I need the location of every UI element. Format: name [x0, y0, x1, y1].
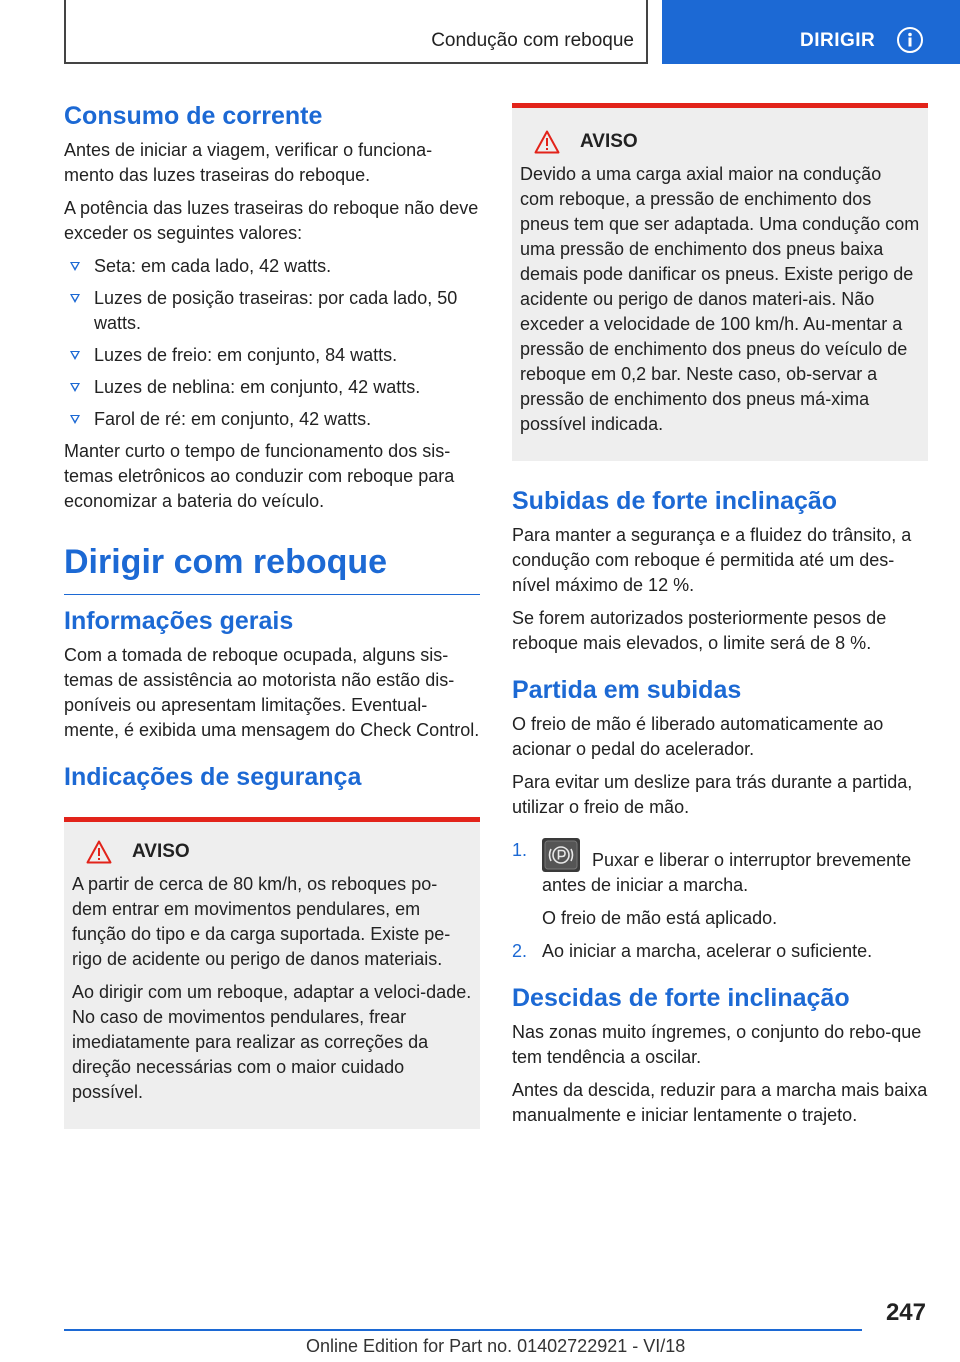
- header-chapter-box: [64, 0, 648, 64]
- warning-triangle-icon: [534, 130, 560, 154]
- warning-label: AVISO: [580, 131, 638, 152]
- chapter-title: Condução com reboque: [431, 30, 634, 51]
- subidas-paragraph-1: Para manter a segurança e a fluidez do trânsito, a condução com reboque é permitida até um des-nível máximo de 12 %.: [512, 525, 912, 595]
- warning-label: AVISO: [132, 841, 190, 862]
- list-item: Luzes de neblina: em conjunto, 42 watts.: [64, 375, 480, 400]
- parking-brake-switch-icon: [542, 838, 580, 872]
- descidas-paragraph-2: Antes da descida, reduzir para a marcha mais baixa manualmente e iniciar lentamente o trajeto.: [512, 1080, 928, 1125]
- page-number: 247: [885, 1299, 926, 1326]
- heading-seguranca: Indicações de segurança: [64, 763, 362, 791]
- heading-descidas: Descidas de forte inclinação: [512, 984, 850, 1012]
- list-item: Farol de ré: em conjunto, 42 watts.: [64, 407, 480, 432]
- step-text: Puxar e liberar o interruptor brevemente antes de iniciar a marcha.: [542, 850, 912, 895]
- warning-box-right: [512, 103, 928, 461]
- consumo-paragraph-2: A potência das luzes traseiras do reboque não deve exceder os seguintes valores:: [64, 198, 479, 243]
- partida-paragraph-1: O freio de mão é liberado automaticamente ao acionar o pedal do acelerador.: [512, 714, 884, 759]
- edition-info: Online Edition for Part no. 01402722921 - VI/18: [306, 1336, 686, 1356]
- heading-partida: Partida em subidas: [512, 676, 742, 704]
- list-item: Seta: em cada lado, 42 watts.: [64, 254, 480, 279]
- triangle-bullet-icon: [70, 294, 80, 303]
- header-section-tab[interactable]: [662, 0, 960, 64]
- informacoes-paragraph: Com a tomada de reboque ocupada, alguns sis-temas de assistência ao motorista não estão dis-poníveis ou apresentam limitações. Eventual-mente, é exibida uma mensagem do Check Control.: [64, 645, 480, 740]
- triangle-bullet-icon: [70, 383, 80, 392]
- warning-triangle-icon: [86, 840, 112, 864]
- step-item: [512, 838, 928, 931]
- step-result: O freio de mão está aplicado.: [542, 908, 778, 928]
- triangle-bullet-icon: [70, 415, 80, 424]
- lamp-power-list: [64, 254, 480, 432]
- partida-paragraph-2: Para evitar um deslize para trás durante a partida, utilizar o freio de mão.: [512, 772, 913, 817]
- step-item: [512, 939, 928, 964]
- warning-box-left: [64, 817, 480, 1129]
- consumo-paragraph-3: Manter curto o tempo de funcionamento dos sis-temas eletrônicos ao conduzir com reboque para economizar a bateria do veículo.: [64, 441, 455, 511]
- info-circle-icon[interactable]: [896, 26, 924, 54]
- step-text: Ao iniciar a marcha, acelerar o suficiente.: [542, 941, 873, 961]
- list-item: Luzes de posição traseiras: por cada lado, 50 watts.: [64, 286, 480, 336]
- consumo-paragraph-1: Antes de iniciar a viagem, verificar o funciona-mento das luzes traseiras do reboque.: [64, 140, 433, 185]
- step-number: 2.: [512, 941, 528, 961]
- warning-paragraph-2: Ao dirigir com um reboque, adaptar a veloci-dade. No caso de movimentos pendulares, frear imediatamente para realizar as correções da direção necessárias com o maior cuidado possível.: [72, 982, 472, 1102]
- section-label: DIRIGIR: [800, 30, 876, 51]
- left-column: [64, 100, 480, 1129]
- warning-paragraph-1: A partir de cerca de 80 km/h, os reboques po-dem entrar em movimentos pendulares, em função do tipo e da carga suportada. Existe pe-rigo de acidente ou perigo de danos materiais.: [72, 874, 451, 969]
- chapter-heading: Dirigir com reboque: [64, 540, 480, 595]
- right-column: [512, 103, 928, 1136]
- descidas-paragraph-1: Nas zonas muito íngremes, o conjunto do rebo-que tem tendência a oscilar.: [512, 1022, 922, 1067]
- heading-informacoes: Informações gerais: [64, 607, 294, 635]
- step-list: [512, 838, 928, 964]
- subidas-paragraph-2: Se forem autorizados posteriormente pesos de reboque mais elevados, o limite será de 8 %.: [512, 608, 887, 653]
- warning-paragraph: Devido a uma carga axial maior na condução com reboque, a pressão de enchimento dos pneus tem que ser adaptada. Uma condução com uma pressão de enchimento dos pneus baixa demais pode danificar os pneus. Existe perigo de acidente ou perigo de danos materi-ais. Não exceder a velocidade de 100 km/h. Au-mentar a pressão de enchimento dos pneus do veículo de reboque em 0,2 bar. Neste caso, ob-servar a pressão de enchimento dos pneus má-xima possível indicada.: [520, 164, 920, 434]
- heading-consumo: Consumo de corrente: [64, 102, 323, 130]
- step-number: 1.: [512, 840, 528, 860]
- triangle-bullet-icon: [70, 262, 80, 271]
- triangle-bullet-icon: [70, 351, 80, 360]
- list-item: Luzes de freio: em conjunto, 84 watts.: [64, 343, 480, 368]
- footer-divider: [64, 1329, 862, 1331]
- heading-subidas: Subidas de forte inclinação: [512, 487, 838, 515]
